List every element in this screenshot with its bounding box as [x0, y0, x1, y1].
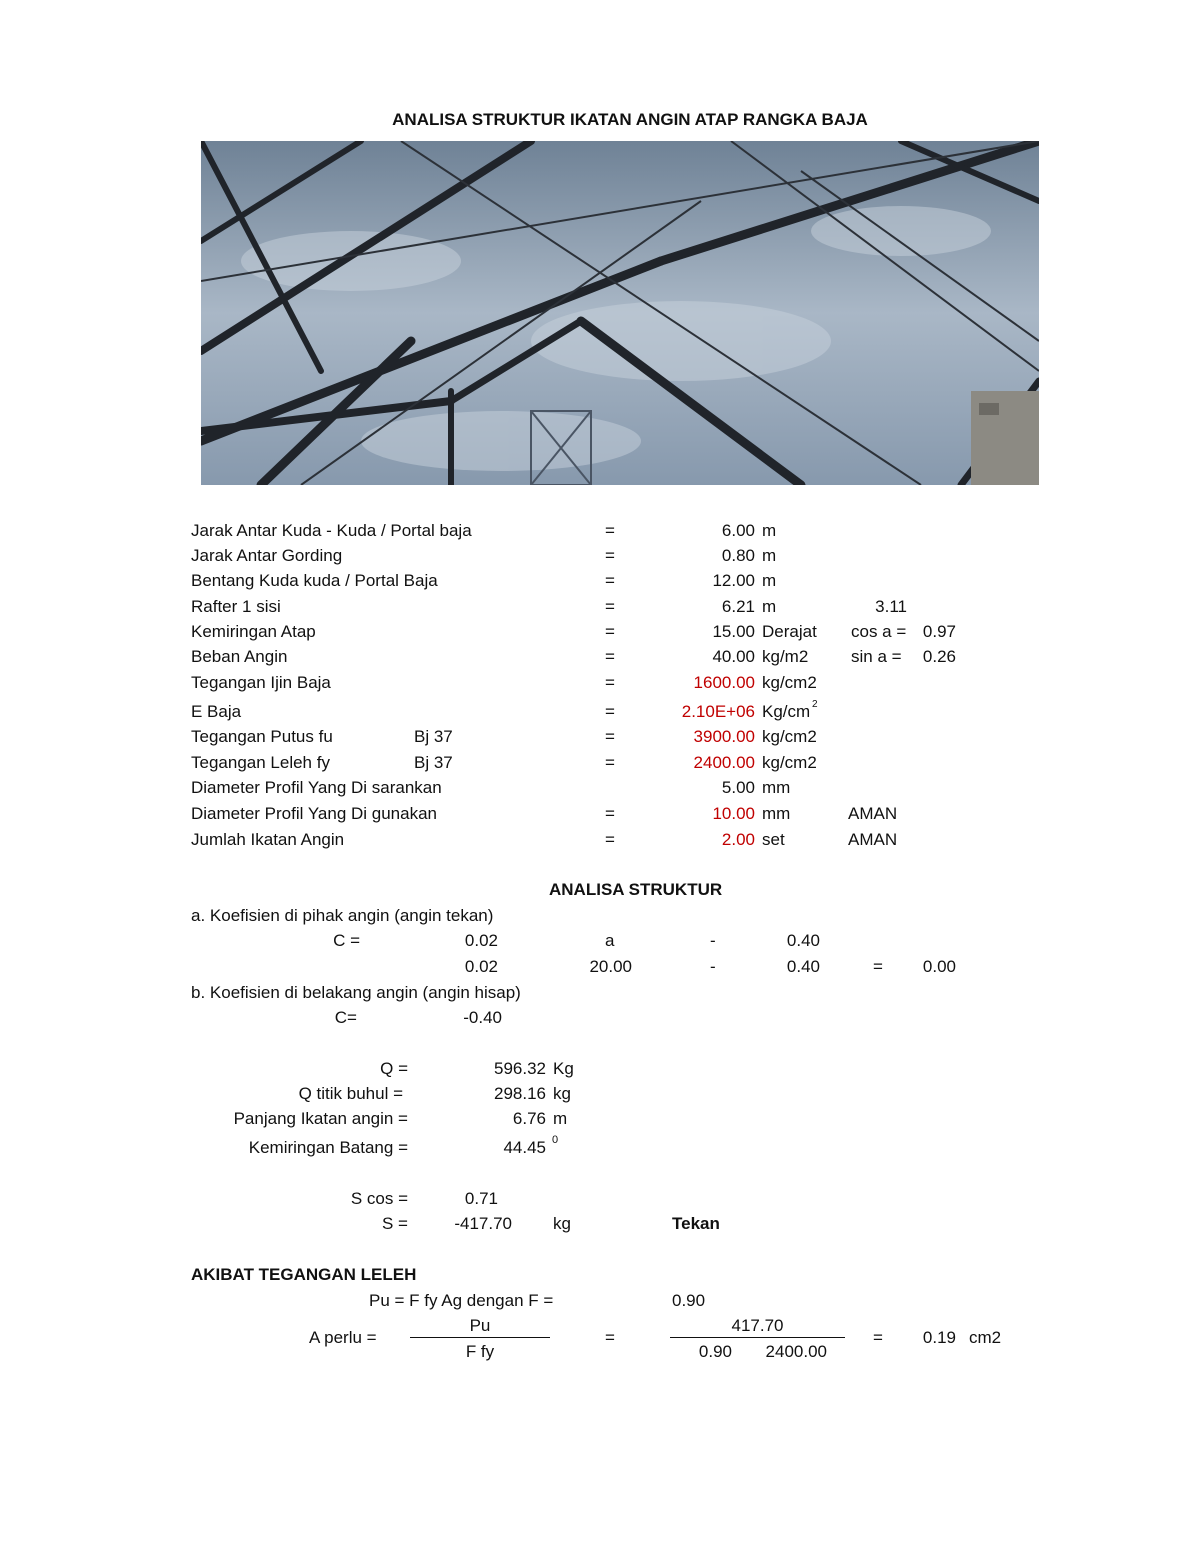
param-label: Diameter Profil Yang Di sarankan	[191, 778, 442, 797]
param-equals: =	[605, 804, 615, 823]
param-unit: kg/m2	[762, 647, 809, 666]
cb-label: C=	[334, 1008, 357, 1027]
param-grade: Bj 37	[414, 727, 453, 746]
param-label: Beban Angin	[191, 647, 288, 666]
row2-c4: 0.40	[786, 957, 820, 976]
scos-value: 0.71	[464, 1189, 498, 1208]
param-value: 5.00	[721, 778, 755, 797]
param-extra-value: 0.26	[922, 647, 956, 666]
load-kemiringan-label: Kemiringan Batang =	[248, 1138, 408, 1157]
row1-c3: -	[710, 931, 716, 950]
load-qbuhul-unit: kg	[553, 1084, 571, 1103]
param-equals: =	[605, 753, 615, 772]
param-value: 15.00	[712, 622, 755, 641]
param-label: Jumlah Ikatan Angin	[191, 830, 345, 849]
row2-result: 0.00	[922, 957, 956, 976]
param-label: Kemiringan Atap	[191, 622, 316, 641]
param-value: 12.00	[712, 571, 755, 590]
param-extra-label: cos a =	[851, 622, 907, 641]
load-kemiringan-unit: 0	[552, 1134, 559, 1146]
pu-formula: Pu = F fy Ag dengan F =	[369, 1291, 554, 1310]
param-label: Rafter 1 sisi	[191, 597, 281, 616]
param-unit: m	[762, 597, 777, 616]
param-equals: =	[605, 830, 615, 849]
param-unit: mm	[762, 804, 791, 823]
param-value: 6.21	[721, 597, 755, 616]
param-extra-label: sin a =	[851, 647, 902, 666]
param-value: 3900.00	[693, 727, 755, 746]
param-equals: =	[605, 597, 615, 616]
param-equals: =	[605, 673, 615, 692]
s-unit: kg	[553, 1214, 571, 1233]
load-kemiringan-value: 44.45	[503, 1138, 546, 1157]
param-status: AMAN	[848, 830, 898, 849]
num-value: 417.70	[731, 1316, 784, 1335]
row2-c3: -	[710, 957, 716, 976]
param-unit: m	[762, 521, 777, 540]
param-equals: =	[605, 622, 615, 641]
param-status: AMAN	[848, 804, 898, 823]
aperlu-unit: cm2	[969, 1328, 1002, 1347]
load-qbuhul-label: Q titik buhul =	[298, 1084, 403, 1103]
param-extra-value: 3.11	[875, 597, 907, 616]
den-f: 0.90	[698, 1342, 732, 1361]
page-title: ANALISA STRUKTUR IKATAN ANGIN ATAP RANGKA BAJA	[392, 110, 868, 129]
param-equals: =	[605, 647, 615, 666]
load-q-unit: Kg	[553, 1059, 574, 1078]
param-unit: kg/cm2	[762, 673, 817, 692]
roof-truss-photo	[201, 141, 1039, 485]
koef-a-label: a. Koefisien di pihak angin (angin tekan)	[191, 906, 494, 925]
param-unit: set	[762, 830, 785, 849]
param-grade: Bj 37	[414, 753, 453, 772]
cb-value: -0.40	[463, 1008, 502, 1027]
frac-denominator: F fy	[465, 1342, 495, 1361]
aperlu-eq1: =	[605, 1328, 615, 1347]
param-label: Tegangan Ijin Baja	[191, 673, 331, 692]
scos-label: S cos =	[350, 1189, 408, 1208]
param-unit: m	[762, 571, 777, 590]
f-value: 0.90	[672, 1291, 706, 1310]
param-equals: =	[605, 521, 615, 540]
param-unit: m	[762, 546, 777, 565]
load-q-value: 596.32	[494, 1059, 546, 1078]
row2-c1: 0.02	[464, 957, 498, 976]
param-unit: kg/cm2	[762, 727, 817, 746]
param-value: 2400.00	[693, 753, 755, 772]
aperlu-eq2: =	[873, 1328, 883, 1347]
roof-truss-image	[201, 141, 1039, 485]
fraction-line-left	[410, 1337, 550, 1338]
param-extra-value: 0.97	[922, 622, 956, 641]
frac-numerator: Pu	[469, 1316, 491, 1335]
load-qbuhul-value: 298.16	[494, 1084, 546, 1103]
param-value: 1600.00	[693, 673, 755, 692]
leleh-heading: AKIBAT TEGANGAN LELEH	[191, 1265, 417, 1284]
den-fy: 2400.00	[765, 1342, 827, 1361]
param-unit: Derajat	[762, 622, 817, 641]
aperlu-label: A perlu =	[309, 1328, 377, 1347]
param-label: Jarak Antar Kuda - Kuda / Portal baja	[191, 521, 472, 540]
param-value: 10.00	[712, 804, 755, 823]
param-label: Diameter Profil Yang Di gunakan	[191, 804, 438, 823]
aperlu-result: 0.19	[922, 1328, 956, 1347]
c-label: C =	[333, 931, 360, 950]
param-value: 6.00	[721, 521, 755, 540]
param-unit: Kg/cm	[762, 702, 811, 721]
param-equals: =	[605, 727, 615, 746]
param-equals: =	[605, 546, 615, 565]
param-unit: kg/cm2	[762, 753, 817, 772]
row1-c1: 0.02	[464, 931, 498, 950]
param-label: Jarak Antar Gording	[191, 546, 343, 565]
s-label: S =	[382, 1214, 408, 1233]
row2-c2: 20.00	[589, 957, 632, 976]
load-panjang-unit: m	[553, 1109, 568, 1128]
analisa-heading: ANALISA STRUKTUR	[549, 880, 723, 899]
row1-c2: a	[605, 931, 615, 950]
param-label: Tegangan Putus fu	[191, 727, 333, 746]
param-unit-superscript: 2	[812, 699, 818, 710]
param-value: 0.80	[721, 546, 755, 565]
row2-eq: =	[873, 957, 883, 976]
koef-b-label: b. Koefisien di belakang angin (angin hisap)	[191, 983, 521, 1002]
param-unit: mm	[762, 778, 791, 797]
load-q-label: Q =	[380, 1059, 408, 1078]
load-panjang-label: Panjang Ikatan angin =	[233, 1109, 408, 1128]
load-panjang-value: 6.76	[512, 1109, 546, 1128]
param-label: E Baja	[191, 702, 242, 721]
param-value: 2.10E+06	[681, 702, 755, 721]
param-equals: =	[605, 571, 615, 590]
param-value: 40.00	[712, 647, 755, 666]
s-value: -417.70	[454, 1214, 512, 1233]
param-value: 2.00	[721, 830, 755, 849]
fraction-line-right	[670, 1337, 845, 1338]
s-type: Tekan	[672, 1214, 720, 1233]
param-label: Bentang Kuda kuda / Portal Baja	[191, 571, 438, 590]
param-equals: =	[605, 702, 615, 721]
row1-c4: 0.40	[786, 931, 820, 950]
param-label: Tegangan Leleh fy	[191, 753, 330, 772]
